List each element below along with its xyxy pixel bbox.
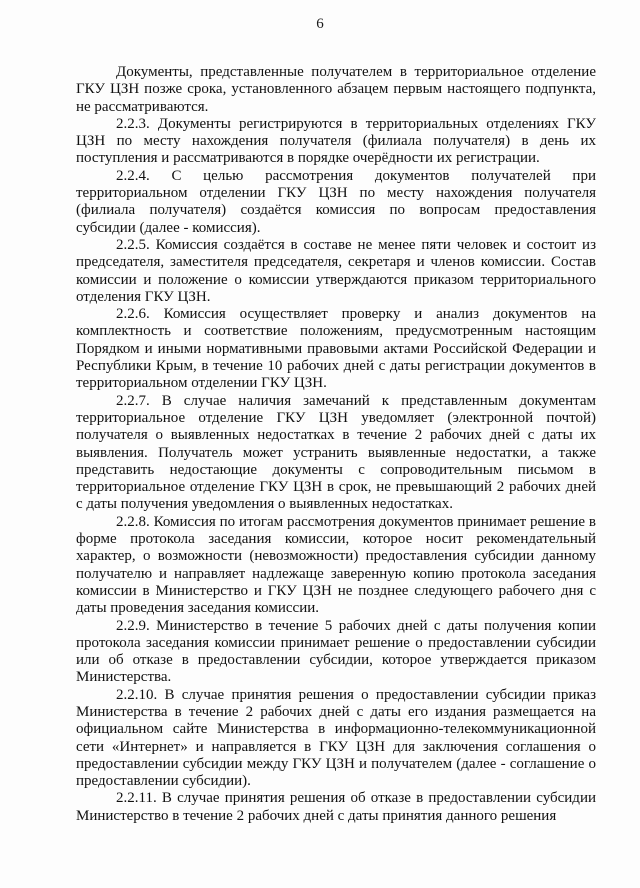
document-body [76, 64, 596, 825]
paragraph-2-2-7: 2.2.7. В случае наличия замечаний к представленным документам территориальное отделение ГКУ ЦЗН уведомляет (электронной почтой) получателя о выявленных недостатках в течение 2 рабочих дней с даты их выявления. Получатель может устранить выявленные недостатки, а также представить недостающие документы с сопроводительным письмом в территориальное отделение ГКУ ЦЗН в срок, не превышающий 2 рабочих дней с даты получения уведомления о выявленных недостатках. [76, 392, 596, 513]
paragraph-2-2-5: 2.2.5. Комиссия создаётся в составе не менее пяти человек и состоит из председателя, заместителя председателя, секретаря и членов комиссии. Состав комиссии и положение о комиссии утверждаются приказом территориального отделения ГКУ ЦЗН. [76, 236, 596, 305]
paragraph-2-2-10: 2.2.10. В случае принятия решения о предоставлении субсидии приказ Министерства в течение 2 рабочих дней с даты его издания размещается на официальном сайте Министерства в информационно-телекоммуникационной сети «Интернет» и направляется в ГКУ ЦЗН для заключения соглашения о предоставлении субсидии между ГКУ ЦЗН и получателем (далее - соглашение о предоставлении субсидии). [76, 686, 596, 790]
paragraph-2-2-4: 2.2.4. С целью рассмотрения документов получателей при территориальном отделении ГКУ ЦЗН по месту нахождения получателя (филиала получателя) создаётся комиссия по вопросам предоставления субсидии (далее - комиссия). [76, 167, 596, 236]
paragraph-2-2-3: 2.2.3. Документы регистрируются в территориальных отделениях ГКУ ЦЗН по месту нахождения получателя (филиала получателя) в день их поступления и рассматриваются в порядке очерёдности их регистрации. [76, 115, 596, 167]
page-number: 6 [316, 16, 324, 32]
paragraph-2-2-8: 2.2.8. Комиссия по итогам рассмотрения документов принимает решение в форме протокола заседания комиссии, которое носит рекомендательный характер, о возможности (невозможности) предоставления субсидии данному получателю и направляет надлежаще заверенную копию протокола заседания комиссии в Министерство и ГКУ ЦЗН не позднее следующего рабочего дня с даты проведения заседания комиссии. [76, 513, 596, 617]
paragraph-2-2-6: 2.2.6. Комиссия осуществляет проверку и анализ документов на комплектность и соответствие положениям, предусмотренным настоящим Порядком и иными нормативными правовыми актами Российской Федерации и Республики Крым, в течение 10 рабочих дней с даты регистрации документов в территориальном отделении ГКУ ЦЗН. [76, 306, 596, 392]
paragraph-2-2-11: 2.2.11. В случае принятия решения об отказе в предоставлении субсидии Министерство в течение 2 рабочих дней с даты принятия данного решения [76, 790, 596, 824]
paragraph: Документы, представленные получателем в территориальное отделение ГКУ ЦЗН позже срока, установленного абзацем первым настоящего подпункта, не рассматриваются. [76, 64, 596, 115]
paragraph-2-2-9: 2.2.9. Министерство в течение 5 рабочих дней с даты получения копии протокола заседания комиссии принимает решение о предоставлении субсидии или об отказе в предоставлении субсидии, которое утверждается приказом Министерства. [76, 617, 596, 686]
